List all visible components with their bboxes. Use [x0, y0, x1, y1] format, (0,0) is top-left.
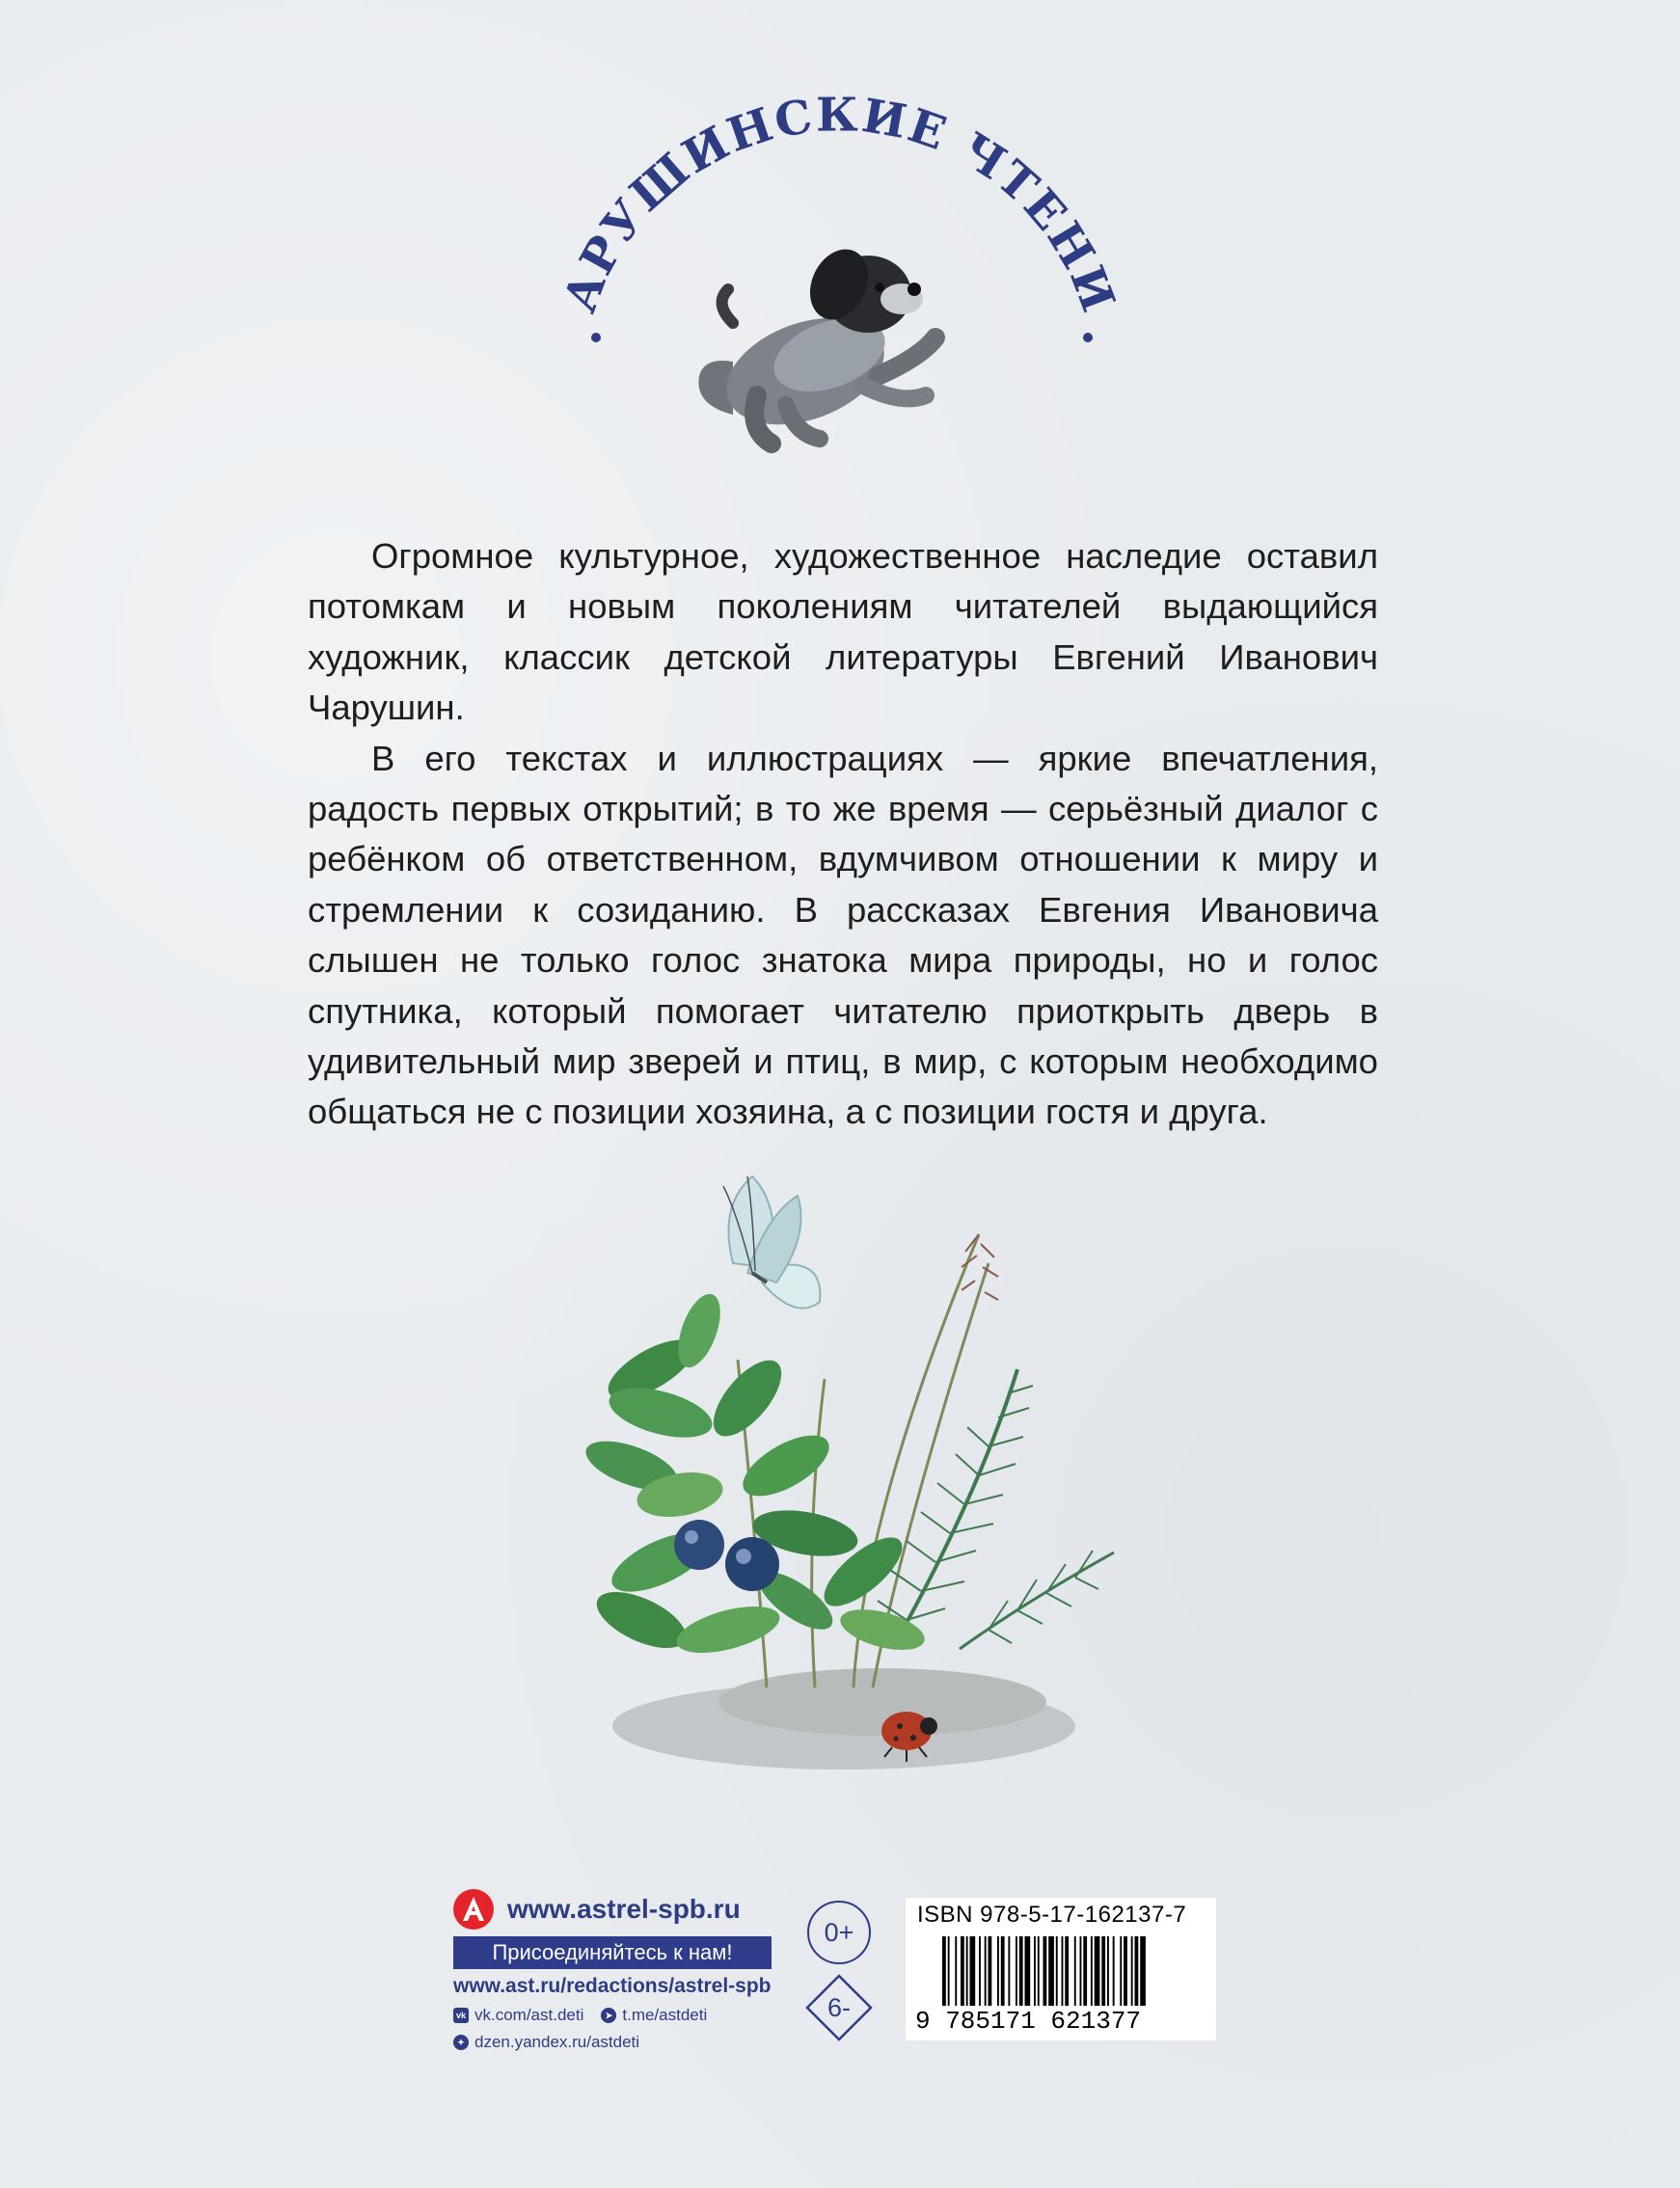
- publisher-site-row: [453, 1888, 781, 1931]
- isbn-number: ISBN 978-5-17-162137-7: [917, 1902, 1187, 1928]
- barcode: [942, 1936, 1203, 2006]
- barcode-bar: [942, 1936, 946, 2006]
- butterfly-illustration: [723, 1176, 820, 1309]
- barcode-bar: [1095, 1936, 1100, 2006]
- barcode-bar: [989, 1936, 992, 2006]
- barcode-bar: [970, 1936, 976, 2006]
- barcode-bar: [1124, 1936, 1127, 2006]
- barcode-bar: [1034, 1936, 1036, 2006]
- isbn-block: [906, 1898, 1216, 2040]
- vk-link[interactable]: [453, 2006, 583, 2025]
- barcode-bar: [1038, 1936, 1040, 2006]
- barcode-bar: [1074, 1936, 1076, 2006]
- vk-icon: vk: [453, 2008, 469, 2023]
- series-logo: [540, 96, 1138, 482]
- barcode-bar: [985, 1936, 987, 2006]
- blueberry-leaves: [580, 1288, 929, 1661]
- age-rating-diamond: [804, 1973, 874, 2042]
- barcode-bar: [1062, 1936, 1064, 2006]
- barcode-bar: [1135, 1936, 1139, 2006]
- ornament-dot: [591, 333, 601, 342]
- nature-illustration-graphic: [574, 1148, 1133, 1803]
- nature-illustration: [574, 1148, 1133, 1803]
- dzen-icon: ✦: [453, 2035, 469, 2050]
- barcode-bar: [1019, 1936, 1023, 2006]
- barcode-bar: [1001, 1936, 1005, 2006]
- barcode-bar: [1113, 1936, 1115, 2006]
- barcode-bar: [1043, 1936, 1047, 2006]
- age-rating-secondary: 6-: [826, 1993, 851, 2022]
- social-links-row: [453, 2033, 781, 2052]
- barcode-bar: [979, 1936, 981, 2006]
- series-title: АРУШИНСКИЕ ЧТЕНИ: [553, 96, 1126, 321]
- barcode-bar: [1091, 1936, 1093, 2006]
- barcode-bar: [1140, 1936, 1146, 2006]
- barcode-bar: [1131, 1936, 1133, 2006]
- barcode-bar: [1120, 1936, 1122, 2006]
- age-rating-circle: 0+: [807, 1901, 871, 1964]
- series-logo-graphic: [540, 96, 1138, 482]
- barcode-bar: [1107, 1936, 1109, 2006]
- ornament-dot: [1083, 333, 1093, 342]
- barcode-bar: [966, 1936, 968, 2006]
- join-us-banner: Присоединяйтесь к нам!: [453, 1936, 772, 1969]
- barcode-digits: 9 785171 621377: [915, 2007, 1142, 2036]
- dzen-link[interactable]: [453, 2033, 639, 2052]
- telegram-icon: ➤: [601, 2008, 616, 2023]
- barcode-bar: [1065, 1936, 1069, 2006]
- book-description: [308, 531, 1378, 1138]
- barcode-bar: [997, 1936, 999, 2006]
- vk-link-text: vk.com/ast.deti: [474, 2006, 584, 2024]
- puppy-illustration: [698, 240, 935, 445]
- barcode-bar: [955, 1936, 957, 2006]
- barcode-bar: [961, 1936, 964, 2006]
- barcode-bar: [948, 1936, 950, 2006]
- barcode-bar: [1048, 1936, 1054, 2006]
- barcode-bar: [1008, 1936, 1010, 2006]
- barcode-bar: [1025, 1936, 1031, 2006]
- description-paragraph: В его текстах и иллюстрациях — яркие впечатления, радость первых открытий; в то же время — серьёзный диалог с ребёнком об ответственном, вдумчивом отношении к миру и стремлении к созиданию. В рассказах Евгения Ивановича слышен не только голос знатока мира природы, но и голос спутника, который помогает читателю приоткрыть дверь в удивительный мир зверей и птиц, в мир, с которым необходимо общаться не с позиции хозяина, а с позиции гостя и друга.: [308, 738, 1378, 1132]
- telegram-link-text: t.me/astdeti: [622, 2006, 708, 2024]
- publisher-block: [453, 1888, 781, 2052]
- description-paragraph: Огромное культурное, художественное наследие оставил потомкам и новым поколениям читателей выдающийся художник, классик детской литературы Евгений Иванович Чарушин.: [308, 536, 1378, 728]
- barcode-bar: [1056, 1936, 1058, 2006]
- barcode-bar: [1080, 1936, 1082, 2006]
- telegram-link[interactable]: [601, 2006, 707, 2025]
- social-links-row: [453, 2006, 781, 2025]
- moss-base: [718, 1668, 1046, 1736]
- barcode-bar: [1083, 1936, 1087, 2006]
- ast-redaction-link[interactable]: www.ast.ru/redactions/astrel-spb: [453, 1975, 772, 1997]
- dzen-link-text: dzen.yandex.ru/astdeti: [474, 2033, 640, 2051]
- barcode-bar: [1101, 1936, 1105, 2006]
- astrel-a-logo-icon: [453, 1889, 494, 1930]
- publisher-website[interactable]: www.astrel-spb.ru: [507, 1894, 741, 1924]
- barcode-bar: [1016, 1936, 1017, 2006]
